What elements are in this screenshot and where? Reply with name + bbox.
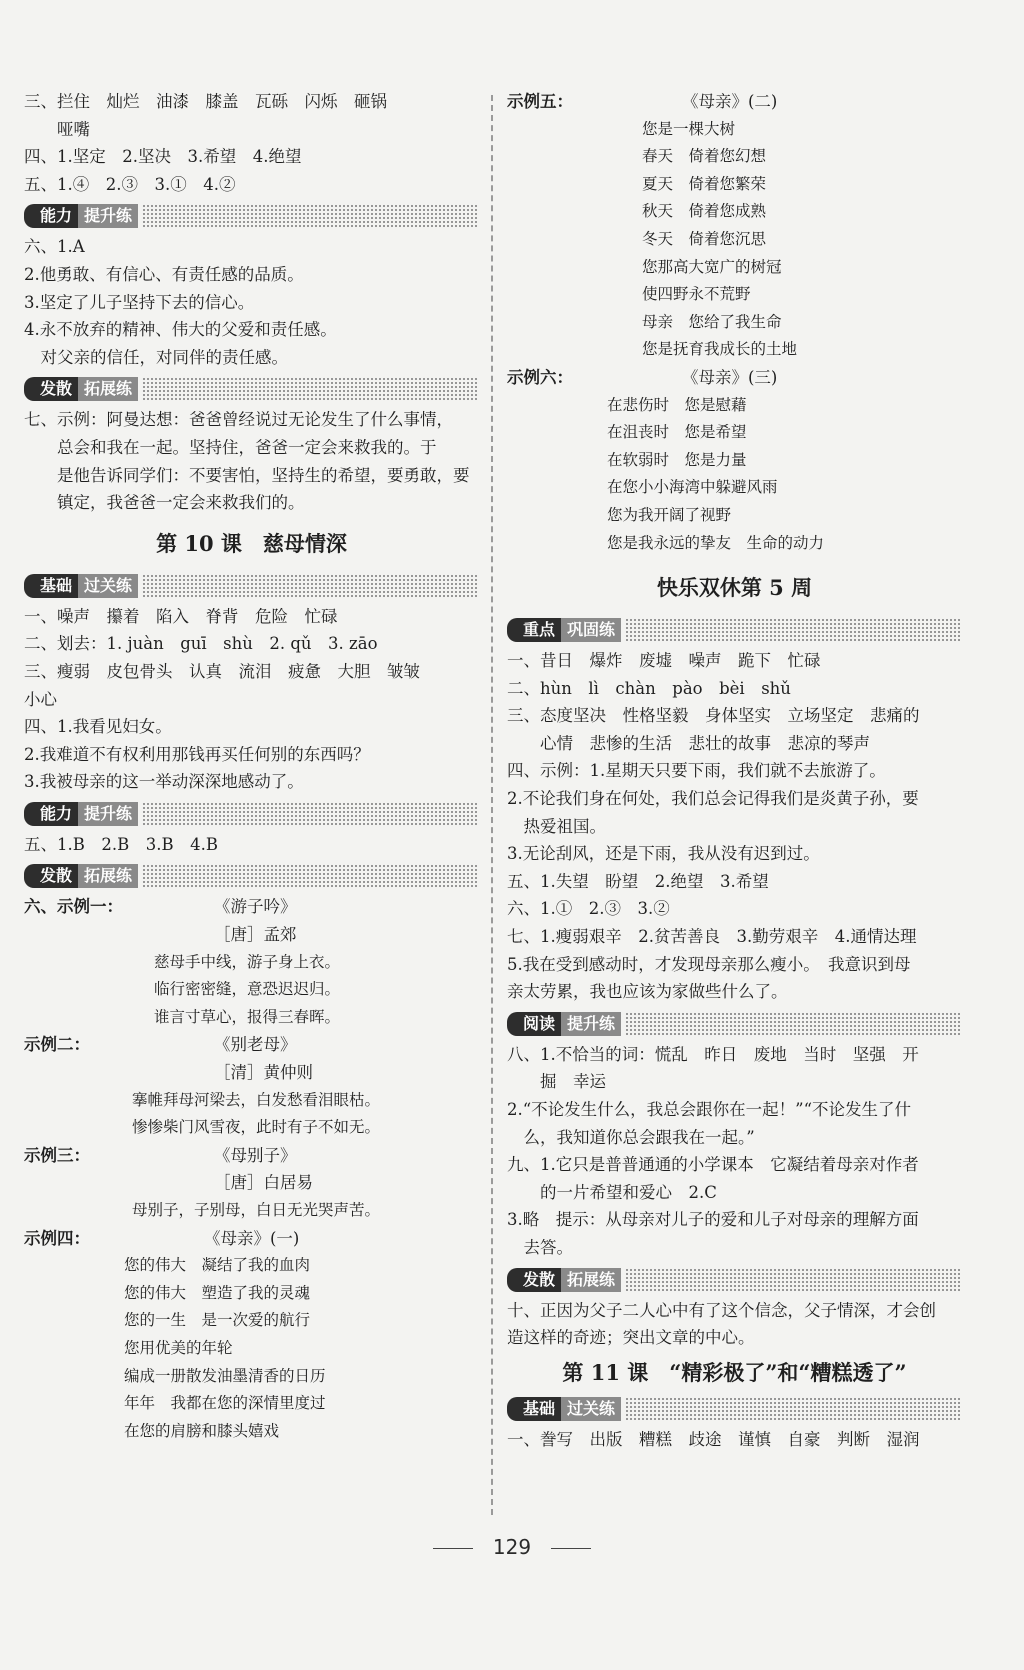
section-subtag: 拓展练	[561, 1268, 621, 1292]
section-subtag: 拓展练	[78, 377, 138, 401]
answer-line: 的一片希望和爱心 2.C	[507, 1182, 717, 1202]
poem-line: 谁言寸草心，报得三春晖。	[154, 1007, 341, 1026]
column-divider	[491, 95, 493, 1515]
answer-line: 2.“不论发生什么，我总会跟你在一起！”“不论发生了什	[507, 1100, 912, 1119]
poem-author: ［唐］孟郊	[214, 925, 297, 945]
poem-line: 您的伟大 凝结了我的血肉	[124, 1256, 311, 1275]
example-row	[24, 893, 479, 921]
poem-line: 您的伟大 塑造了我的灵魂	[124, 1283, 311, 1302]
example-row	[507, 364, 962, 392]
example-label: 示例三：	[24, 1145, 90, 1165]
section-tag: 重点	[507, 618, 561, 642]
section-subtag: 提升练	[78, 204, 138, 228]
answer-line: 四、1.坚定 2.坚决 3.希望 4.绝望	[24, 147, 302, 167]
poem-line: 慈母手中线，游子身上衣。	[154, 952, 341, 971]
poem-line: 使四野永不荒野	[642, 285, 751, 304]
section-tag: 发散	[24, 377, 78, 401]
answer-line: 五、1.失望 盼望 2.绝望 3.希望	[507, 871, 769, 891]
poem-line: 在悲伤时 您是慰藉	[607, 395, 747, 414]
answer-line: 掘 幸运	[507, 1072, 606, 1092]
poem-line: 搴帷拜母河梁去，白发愁看泪眼枯。	[132, 1090, 381, 1109]
answer-line: 三、拦住 灿烂 油漆 膝盖 瓦砾 闪烁 砸锅	[24, 92, 387, 111]
answer-line: 哑嘴	[24, 119, 90, 139]
section-subtag: 提升练	[561, 1012, 621, 1036]
answer-line: 2.他勇敢、有信心、有责任感的品质。	[24, 264, 304, 284]
poem-line: 临行密密缝，意恐迟迟归。	[154, 980, 341, 999]
poem-author: ［清］黄仲则	[214, 1063, 313, 1083]
answer-line: 4.永不放弃的精神、伟大的父爱和责任感。	[24, 320, 337, 340]
poem-title: 《别老母》	[214, 1035, 297, 1055]
section-header-yuedu	[507, 1011, 962, 1037]
example-label: 示例六：	[507, 367, 573, 387]
section-subtag: 过关练	[78, 574, 138, 598]
section-header-fasan	[24, 863, 479, 889]
answer-line: 七、1.瘦弱艰辛 2.贫苦善良 3.勤劳艰辛 4.通情达理	[507, 927, 917, 947]
dotted-band	[142, 377, 479, 401]
answer-line: 亲太劳累，我也应该为家做些什么了。	[507, 982, 788, 1002]
section-tag: 阅读	[507, 1012, 561, 1036]
poem-title: 《游子吟》	[214, 897, 297, 917]
poem-line: 母亲 您给了我生命	[642, 312, 782, 331]
page-number: 129	[492, 1535, 532, 1559]
answer-line: 十、正因为父子二人心中有了这个信念，父子情深，才会创	[507, 1300, 936, 1320]
section-tag: 基础	[507, 1397, 561, 1421]
week-title: 快乐双休第 5 周	[656, 575, 813, 601]
poem-author: ［唐］白居易	[214, 1173, 313, 1193]
answer-line: 七、示例：阿曼达想：爸爸曾经说过无论发生了什么事情，	[24, 410, 453, 430]
footer-rule	[433, 1548, 473, 1549]
section-subtag: 拓展练	[78, 864, 138, 888]
lesson-title: 第 10 课 慈母情深	[156, 530, 347, 556]
poem-line: 您是抚育我成长的土地	[642, 340, 798, 359]
answer-line: 总会和我在一起。坚持住，爸爸一定会来救我的。于	[24, 437, 437, 457]
right-column	[507, 88, 962, 1453]
poem-line: 秋天 倚着您成熟	[642, 202, 767, 221]
poem-line: 您是一棵大树	[642, 119, 736, 138]
example-row	[24, 1142, 479, 1170]
section-subtag: 过关练	[561, 1397, 621, 1421]
footer-rule	[551, 1548, 591, 1549]
poem-line: 您用优美的年轮	[124, 1338, 233, 1357]
answer-line: 四、1.我看见妇女。	[24, 717, 172, 737]
poem-line: 您那高大宽广的树冠	[642, 257, 782, 276]
poem-line: 您为我开阔了视野	[607, 505, 732, 524]
section-subtag: 提升练	[78, 802, 138, 826]
poem-line: 在沮丧时 您是希望	[607, 423, 747, 442]
poem-line: 您的一生 是一次爱的航行	[124, 1311, 311, 1330]
section-header-nengli	[24, 203, 479, 229]
section-header-jichu	[507, 1396, 962, 1422]
answer-line: 对父亲的信任，对同伴的责任感。	[24, 347, 288, 367]
lesson-title: 第 11 课 “精彩极了”和“糟糕透了”	[562, 1359, 907, 1385]
example-row	[24, 1225, 479, 1253]
page-footer	[0, 1535, 1024, 1559]
answer-line: 造这样的奇迹；突出文章的中心。	[507, 1328, 755, 1348]
example-label: 六、示例一：	[24, 897, 123, 917]
dotted-band	[625, 1012, 962, 1036]
answer-line: 2.我难道不有权利用那钱再买任何别的东西吗？	[24, 744, 370, 764]
answer-line: 二、划去：1. juàn guī shù 2. qǔ 3. zāo	[24, 634, 378, 654]
section-subtag: 巩固练	[561, 618, 621, 642]
section-tag: 发散	[507, 1268, 561, 1292]
poem-line: 夏天 倚着您繁荣	[642, 174, 767, 193]
example-row	[24, 1031, 479, 1059]
poem-title: 《母亲》(三)	[682, 367, 778, 387]
poem-title: 《母亲》(二)	[682, 92, 778, 111]
dotted-band	[142, 864, 479, 888]
answer-line: 3.坚定了儿子坚持下去的信心。	[24, 292, 255, 312]
answer-line: 3.我被母亲的这一举动深深地感动了。	[24, 772, 304, 792]
section-header-fasan	[507, 1267, 962, 1293]
dotted-band	[625, 1397, 962, 1421]
example-label: 示例四：	[24, 1228, 90, 1248]
answer-line: 么，我知道你总会跟我在一起。”	[507, 1127, 755, 1147]
poem-line: 在您的肩膀和膝头嬉戏	[124, 1421, 280, 1440]
answer-line: 镇定，我爸爸一定会来救我们的。	[24, 493, 305, 513]
answer-line: 三、瘦弱 皮包骨头 认真 流泪 疲惫 大胆 皱皱	[24, 661, 420, 681]
poem-line: 惨惨柴门风雪夜，此时有子不如无。	[132, 1118, 381, 1137]
poem-line: 春天 倚着您幻想	[642, 147, 767, 166]
answer-line: 3.略 提示：从母亲对儿子的爱和儿子对母亲的理解方面	[507, 1210, 919, 1230]
answer-line: 热爱祖国。	[507, 816, 606, 836]
section-header-jichu	[24, 573, 479, 599]
answer-line: 八、1.不恰当的词：慌乱 昨日 废地 当时 坚强 开	[507, 1044, 919, 1064]
section-header-zhongdian	[507, 617, 962, 643]
section-tag: 能力	[24, 802, 78, 826]
poem-line: 母别子，子别母，白日无光哭声苦。	[132, 1201, 381, 1219]
section-header-fasan	[24, 376, 479, 402]
dotted-band	[625, 1268, 962, 1292]
poem-line: 年年 我都在您的深情里度过	[124, 1394, 326, 1413]
poem-line: 在软弱时 您是力量	[607, 450, 747, 469]
answer-line: 心情 悲惨的生活 悲壮的故事 悲凉的琴声	[507, 733, 870, 753]
section-tag: 能力	[24, 204, 78, 228]
poem-line: 编成一册散发油墨清香的日历	[124, 1366, 326, 1385]
poem-line: 您是我永远的挚友 生命的动力	[607, 533, 825, 552]
answer-line: 一、噪声 攥着 陷入 脊背 危险 忙碌	[24, 606, 338, 626]
dotted-band	[142, 802, 479, 826]
answer-line: 一、昔日 爆炸 废墟 噪声 跪下 忙碌	[507, 651, 821, 671]
example-label: 示例五：	[507, 92, 573, 111]
answer-line: 二、hùn lì chàn pào bèi shǔ	[507, 678, 791, 698]
answer-line: 五、1.B 2.B 3.B 4.B	[24, 834, 218, 854]
section-tag: 发散	[24, 864, 78, 888]
answer-line: 5.我在受到感动时，才发现母亲那么瘦小。 我意识到母	[507, 954, 911, 974]
answer-line: 是他告诉同学们：不要害怕，坚持生的希望，要勇敢，要	[24, 465, 470, 485]
poem-title: 《母别子》	[214, 1145, 297, 1165]
poem-line: 冬天 倚着您沉思	[642, 229, 767, 248]
answer-line: 3.无论刮风，还是下雨，我从没有迟到过。	[507, 844, 820, 864]
answer-line: 去答。	[507, 1237, 573, 1257]
answer-line: 四、示例：1.星期天只要下雨，我们就不去旅游了。	[507, 761, 886, 781]
poem-title: 《母亲》(一)	[204, 1228, 300, 1248]
section-tag: 基础	[24, 574, 78, 598]
example-row	[507, 88, 962, 116]
section-header-nengli	[24, 801, 479, 827]
answer-line: 六、1.① 2.③ 3.②	[507, 899, 670, 919]
answer-line: 六、1.A	[24, 237, 85, 257]
left-column	[24, 88, 479, 1445]
answer-line: 九、1.它只是普普通通的小学课本 它凝结着母亲对作者	[507, 1155, 919, 1175]
answer-line: 三、态度坚决 性格坚毅 身体坚实 立场坚定 悲痛的	[507, 706, 920, 726]
example-label: 示例二：	[24, 1035, 90, 1055]
answer-line: 小心	[24, 689, 57, 709]
dotted-band	[625, 618, 962, 642]
answer-line: 五、1.④ 2.③ 3.① 4.②	[24, 174, 236, 194]
dotted-band	[142, 204, 479, 228]
poem-line: 在您小小海湾中躲避风雨	[607, 478, 778, 497]
answer-line: 一、誊写 出版 糟糕 歧途 谨慎 自豪 判断 湿润	[507, 1429, 920, 1449]
answer-line: 2.不论我们身在何处，我们总会记得我们是炎黄子孙，要	[507, 789, 919, 809]
dotted-band	[142, 574, 479, 598]
